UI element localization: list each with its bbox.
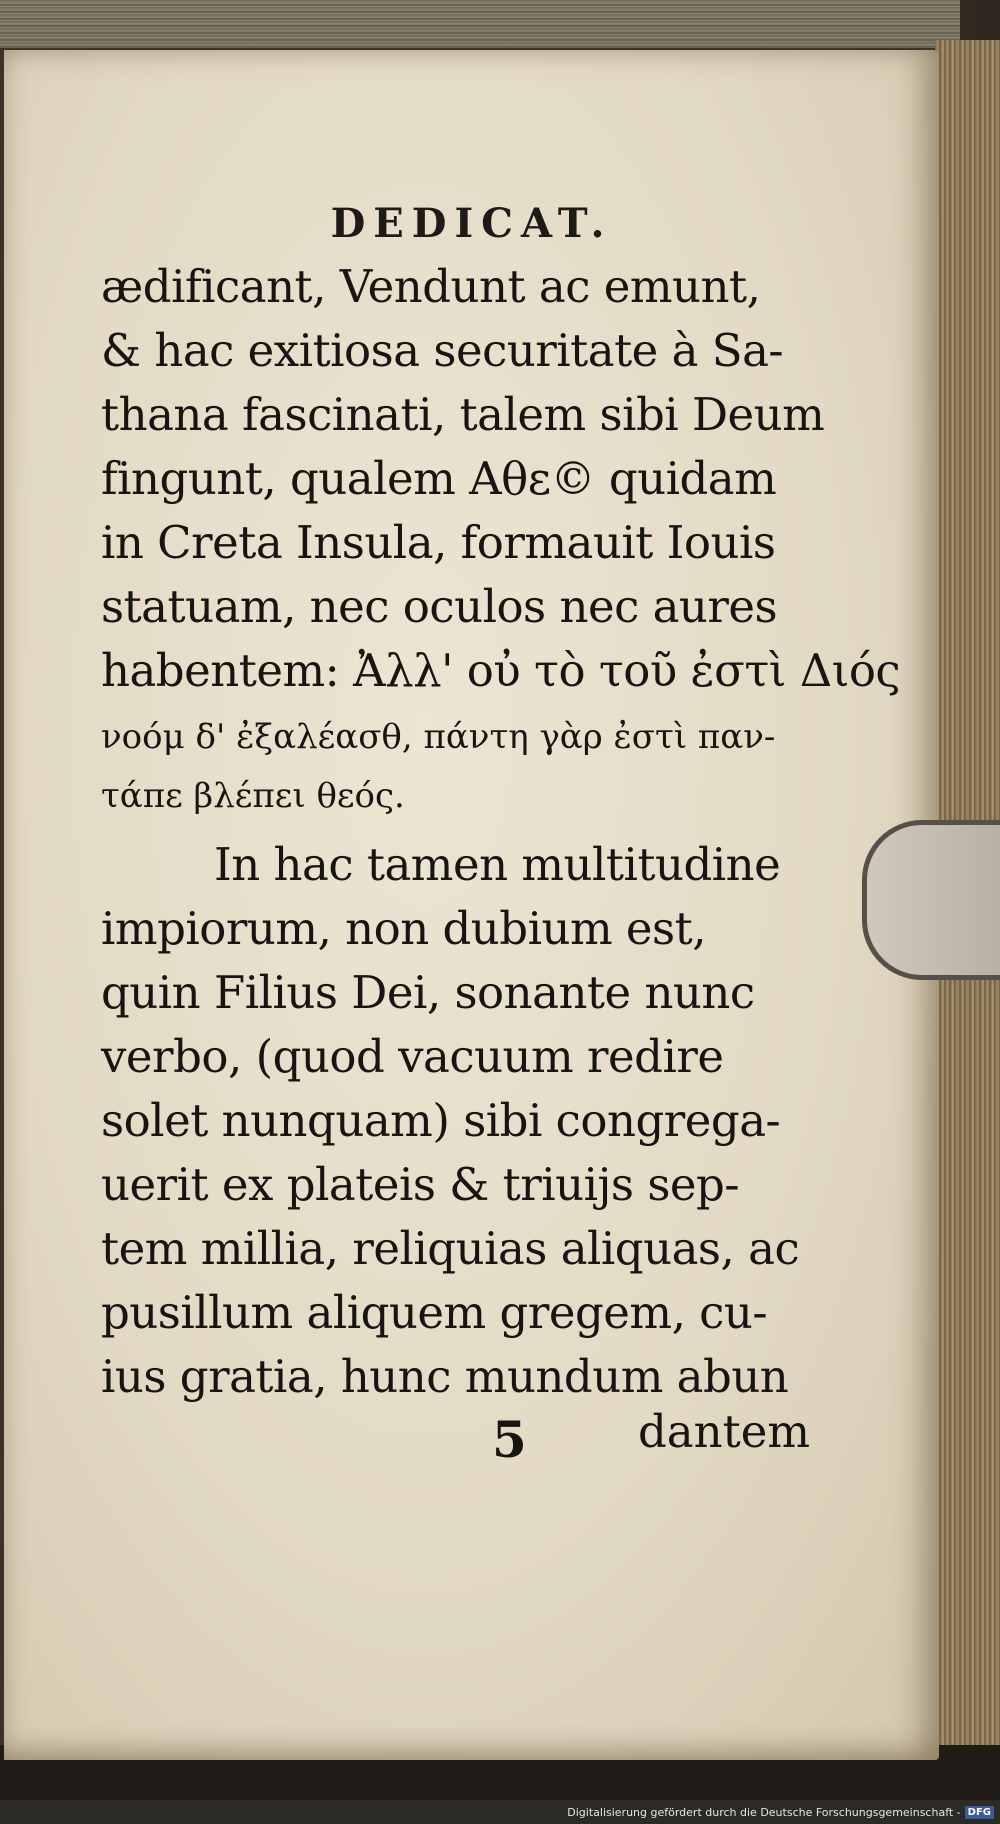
footer-credit: Digitalisierung gefördert durch die Deutsche Forschungsgemeinschaft -: [567, 1805, 961, 1819]
text-line: & hac exitiosa securitate à Sa-: [101, 324, 784, 377]
greek-line: νοόμ δ' ἐξαλέασθ, πάντη γὰρ ἐστὶ παν-: [101, 717, 776, 757]
text-line: fingunt, qualem Αθε© quidam: [101, 452, 777, 505]
text-line: ius gratia, hunc mundum abun: [101, 1350, 789, 1403]
text-line: habentem: Ἀλλ' οὐ τὸ τοῦ ἐστὶ Διός: [101, 644, 901, 697]
catchword: dantem: [638, 1405, 811, 1458]
text-line: solet nunquam) sibi congrega-: [101, 1094, 781, 1147]
text-line: quin Filius Dei, sonante nunc: [101, 966, 755, 1019]
page-clip: [862, 820, 1000, 980]
book-page: [4, 50, 939, 1760]
text-line: uerit ex plateis & triuijs sep-: [101, 1158, 740, 1211]
dfg-logo: DFG: [965, 1806, 994, 1819]
text-line: statuam, nec oculos nec aures: [101, 580, 778, 633]
text-line: impiorum, non dubium est,: [101, 902, 707, 955]
text-line: ædificant, Vendunt ac emunt,: [101, 260, 761, 313]
digitization-footer: [567, 1803, 994, 1821]
text-line: In hac tamen multitudine: [214, 838, 781, 891]
text-line: thana fascinati, talem sibi Deum: [101, 388, 825, 441]
signature-mark: 5: [492, 1410, 527, 1469]
text-line: pusillum aliquem gregem, cu-: [101, 1286, 768, 1339]
greek-line: τάπε βλέπει θεός.: [101, 776, 405, 816]
text-line: tem millia, reliquias aliquas, ac: [101, 1222, 800, 1275]
text-line: verbo, (quod vacuum redire: [101, 1030, 724, 1083]
running-header: DEDICAT.: [330, 200, 613, 247]
book-top-edge: [0, 0, 960, 51]
text-line: in Creta Insula, formauit Iouis: [101, 516, 776, 569]
